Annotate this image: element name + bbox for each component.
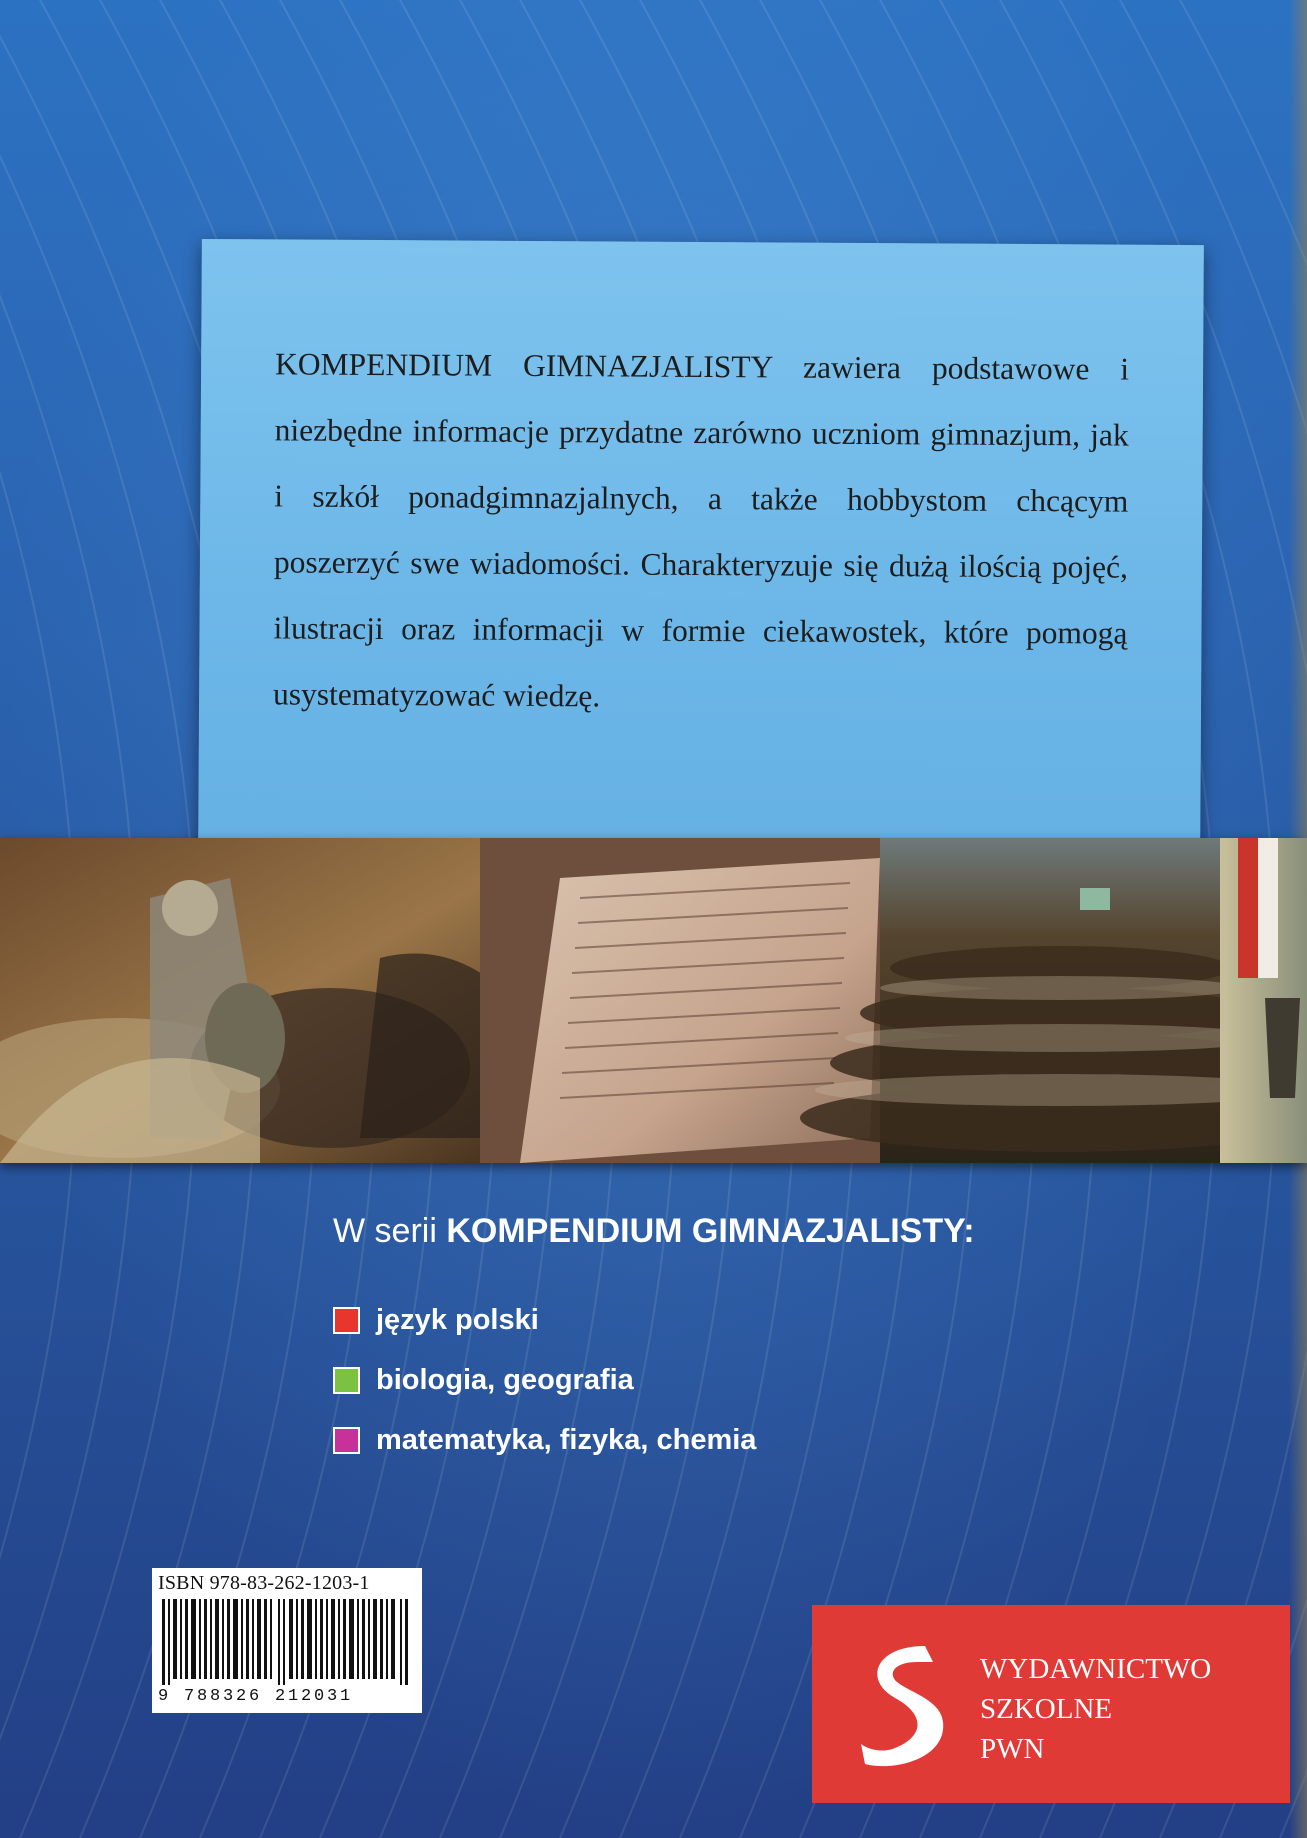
- publisher-line-1: WYDAWNICTWO: [980, 1653, 1212, 1685]
- series-item-label: język polski: [376, 1303, 539, 1336]
- series-heading-prefix: W serii: [333, 1212, 437, 1250]
- photo-collage-strip: [0, 838, 1307, 1163]
- eagle-emblem-photo: [1220, 838, 1307, 1163]
- publisher-block: [812, 1605, 1290, 1803]
- series-list: [333, 1290, 756, 1470]
- barcode-icon: [158, 1599, 416, 1685]
- series-item-polish: [333, 1290, 756, 1350]
- description-text: KOMPENDIUM GIMNAZJALISTY zawiera podstawowe i niezbędne informacje przydatne zarówno uczniom gimnazjum, jak i szkół ponadgimnazjalnych, a także hobbystom chcącym poszerzyć swe wiadomości. Charakteryzuje się dużą ilością pojęć, ilustracji oraz informacji w formie ciekawostek, które pomogą usystematyzować wiedzę.: [272, 346, 1130, 714]
- green-square-bullet-icon: [333, 1367, 360, 1394]
- series-item-math-physics-chemistry: [333, 1410, 756, 1470]
- publisher-name: [980, 1649, 1211, 1769]
- pwn-s-logo-icon: [855, 1640, 955, 1770]
- series-item-label: matematyka, fizyka, chemia: [376, 1423, 757, 1456]
- series-heading-title: KOMPENDIUM GIMNAZJALISTY:: [446, 1212, 975, 1250]
- magenta-square-bullet-icon: [333, 1427, 360, 1454]
- knight-armor-photo: [0, 838, 560, 1163]
- publisher-line-2: SZKOLNE: [980, 1693, 1113, 1725]
- publisher-line-3: PWN: [980, 1733, 1045, 1765]
- isbn-barcode-box: [152, 1568, 422, 1713]
- barcode-digits: 9 788326 212031: [158, 1687, 354, 1706]
- description-card: [198, 239, 1204, 857]
- series-item-biology-geography: [333, 1350, 756, 1410]
- series-heading: [333, 1212, 975, 1251]
- red-square-bullet-icon: [333, 1307, 360, 1334]
- isbn-label: ISBN 978-83-262-1203-1: [158, 1572, 370, 1594]
- series-item-label: biologia, geografia: [376, 1363, 634, 1396]
